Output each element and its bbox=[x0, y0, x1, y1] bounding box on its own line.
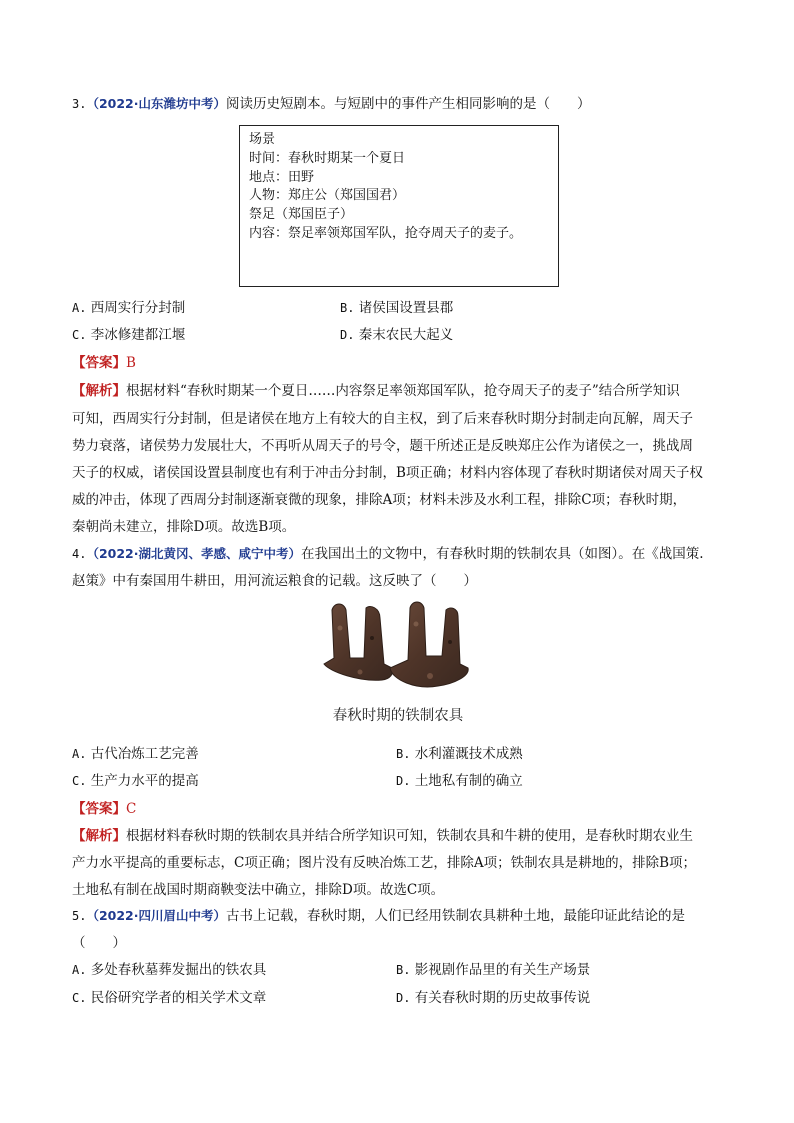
q3-number: 3. bbox=[72, 97, 87, 111]
q4-source: （2022·湖北黄冈、孝感、咸宁中考） bbox=[86, 546, 301, 561]
q5-stem-line: （ ） bbox=[72, 935, 126, 951]
q3-stem bbox=[72, 90, 734, 118]
q5-option-c: C. 民俗研究学者的相关学术文章 bbox=[72, 990, 267, 1006]
q3-stem-text: 阅读历史短剧本。与短剧中的事件产生相同影响的是（ ） bbox=[226, 96, 591, 112]
q3-option-c: C. 李冰修建都江堰 bbox=[72, 327, 186, 343]
iron-farm-tools-image bbox=[320, 598, 472, 690]
answer-value: B bbox=[126, 355, 136, 371]
answer-value: C bbox=[126, 801, 137, 817]
q4-option-c: C. 生产力水平的提高 bbox=[72, 773, 199, 789]
q4-stem-line: 赵策》中有秦国用牛耕田，用河流运粮食的记载。这反映了（ ） bbox=[72, 573, 477, 589]
q5-number: 5. bbox=[72, 909, 87, 923]
q5-stem: 5.（2022·四川眉山中考）古书上记载，春秋时期，人们已经用铁制农具耕种土地，最能印证此结论的是 bbox=[72, 908, 685, 924]
scene-line: 人物：郑庄公（郑国国君） bbox=[249, 188, 406, 204]
scene-line: 场景 bbox=[249, 132, 276, 147]
q3-option-d: D. 秦末农民大起义 bbox=[340, 327, 454, 343]
q3-source: （2022·山东潍坊中考） bbox=[86, 96, 226, 111]
q5-option-a: A. 多处春秋墓葬发掘出的铁农具 bbox=[72, 962, 267, 978]
q3-analysis-line: 可知，西周实行分封制，但是诸侯在地方上有较大的自主权，到了后来春秋时期分封制走向瓦解，周天子 bbox=[72, 411, 693, 427]
analysis-tag: 【解析】 bbox=[72, 828, 126, 844]
q3-analysis-line: 势力衰落，诸侯势力发展壮大，不再听从周天子的号令，题干所述正是反映郑庄公作为诸侯之一，挑战周 bbox=[72, 438, 693, 454]
q3-scene-box bbox=[239, 125, 559, 287]
q5-source: （2022·四川眉山中考） bbox=[86, 908, 226, 923]
q4-option-d: D. 土地私有制的确立 bbox=[396, 773, 523, 789]
q3-analysis-line: 【解析】根据材料“春秋时期某一个夏日……内容祭足率领郑国军队，抢夺周天子的麦子”结合所学知识 bbox=[72, 383, 680, 399]
q3-analysis-line: 天子的权威，诸侯国设置县制度也有利于冲击分封制，B项正确；材料内容体现了春秋时期诸侯对周天子权 bbox=[72, 465, 703, 481]
analysis-tag: 【解析】 bbox=[72, 383, 126, 399]
q3-analysis-line: 威的冲击，体现了西周分封制逐渐衰微的现象，排除A项；材料未涉及水利工程，排除C项；春秋时期， bbox=[72, 492, 687, 508]
q5-option-b: B. 影视剧作品里的有关生产场景 bbox=[396, 962, 591, 978]
q4-analysis-line: 产力水平提高的重要标志，C项正确；图片没有反映冶炼工艺，排除A项；铁制农具是耕地的，排除B项； bbox=[72, 855, 696, 871]
scene-line: 祭足（郑国臣子） bbox=[249, 207, 354, 223]
q4-option-b: B. 水利灌溉技术成熟 bbox=[396, 746, 523, 762]
scene-line: 时间：春秋时期某一个夏日 bbox=[249, 150, 406, 166]
figure-caption: 春秋时期的铁制农具 bbox=[332, 708, 464, 724]
q3-analysis-line: 秦朝尚未建立，排除D项。故选B项。 bbox=[72, 519, 296, 535]
answer-tag: 【答案】 bbox=[72, 355, 126, 371]
q4-answer bbox=[72, 795, 734, 823]
scene-line: 内容：祭足率领郑国军队，抢夺周天子的麦子。 bbox=[249, 225, 523, 241]
q3-answer bbox=[72, 349, 734, 377]
q5-option-d: D. 有关春秋时期的历史故事传说 bbox=[396, 990, 591, 1006]
q4-analysis-line: 【解析】根据材料春秋时期的铁制农具并结合所学知识可知，铁制农具和牛耕的使用，是春秋时期农业生 bbox=[72, 828, 693, 844]
q4-number: 4. bbox=[72, 547, 87, 561]
q3-option-a: A. 西周实行分封制 bbox=[72, 300, 186, 316]
q4-analysis-line: 土地私有制在战国时期商鞅变法中确立，排除D项。故选C项。 bbox=[72, 882, 445, 898]
answer-tag: 【答案】 bbox=[72, 801, 126, 817]
scene-line: 地点：田野 bbox=[249, 169, 315, 185]
q4-stem: 4.（2022·湖北黄冈、孝感、咸宁中考）在我国出土的文物中，有春秋时期的铁制农具（如图）。在《战国策. bbox=[72, 546, 704, 562]
q4-option-a: A. 古代冶炼工艺完善 bbox=[72, 746, 199, 762]
q3-option-b: B. 诸侯国设置县郡 bbox=[340, 300, 454, 316]
